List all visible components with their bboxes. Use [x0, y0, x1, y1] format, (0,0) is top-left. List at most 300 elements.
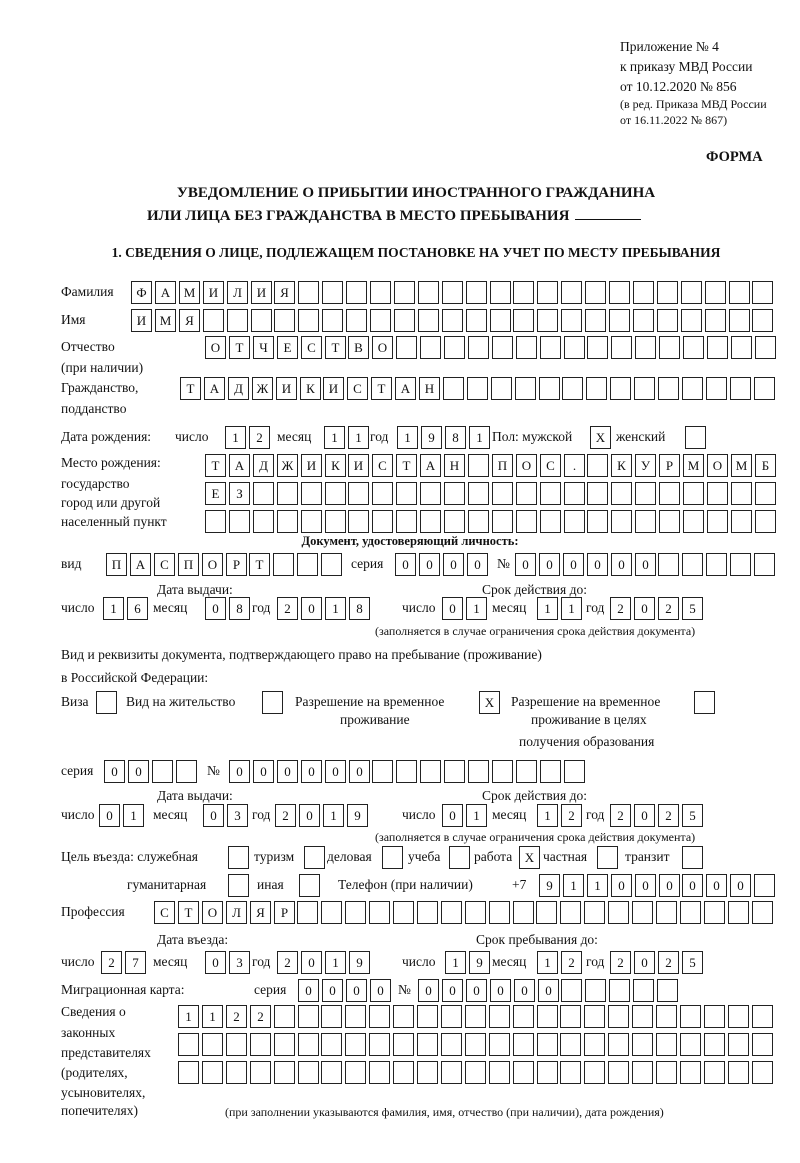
char-box-permit-issue-day[interactable]: 0	[99, 804, 120, 827]
char-box-profession[interactable]	[465, 901, 486, 924]
char-box-permit-issue-year[interactable]: 1	[323, 804, 344, 827]
char-box-entry-month[interactable]: 3	[229, 951, 250, 974]
char-box-reps-1[interactable]	[417, 1005, 438, 1028]
char-box-mig-number[interactable]: 0	[442, 979, 463, 1002]
checkbox-residence-permit[interactable]	[262, 691, 283, 714]
char-box-name[interactable]	[752, 309, 773, 332]
char-box-permit-valid-day[interactable]: 0	[442, 804, 463, 827]
char-box-reps-1[interactable]	[321, 1005, 342, 1028]
char-box-profession[interactable]	[560, 901, 581, 924]
char-box-profession[interactable]	[369, 901, 390, 924]
checkbox-sex-male[interactable]: X	[590, 426, 611, 449]
char-box-id-valid-year[interactable]: 2	[610, 597, 631, 620]
char-box-permit-number[interactable]: 0	[325, 760, 346, 783]
char-box-patronymic[interactable]	[396, 336, 417, 359]
char-box-mig-number[interactable]: 0	[418, 979, 439, 1002]
char-box-permit-issue-month[interactable]: 3	[227, 804, 248, 827]
char-box-birthplace-2[interactable]	[348, 482, 369, 505]
char-box-reps-2[interactable]	[202, 1033, 223, 1056]
char-box-reps-3[interactable]	[465, 1061, 486, 1084]
char-box-id-kind[interactable]: О	[202, 553, 223, 576]
char-box-surname[interactable]	[298, 281, 319, 304]
char-box-permit-number[interactable]: 0	[277, 760, 298, 783]
char-box-birthplace-1[interactable]: О	[516, 454, 537, 477]
char-box-birthplace-3[interactable]	[755, 510, 776, 533]
checkbox-purpose-other[interactable]	[299, 874, 320, 897]
char-box-reps-2[interactable]	[632, 1033, 653, 1056]
char-box-mig-number[interactable]: 0	[538, 979, 559, 1002]
char-box-mig-number[interactable]: 0	[466, 979, 487, 1002]
char-box-phone[interactable]	[754, 874, 775, 897]
char-box-mig-series[interactable]: 0	[322, 979, 343, 1002]
char-box-birthplace-1[interactable]: У	[635, 454, 656, 477]
char-box-id-series[interactable]: 0	[419, 553, 440, 576]
char-box-patronymic[interactable]	[659, 336, 680, 359]
char-box-permit-issue-year[interactable]: 9	[347, 804, 368, 827]
char-box-stay-day[interactable]: 9	[469, 951, 490, 974]
char-box-citizenship[interactable]	[467, 377, 488, 400]
char-box-permit-number[interactable]	[516, 760, 537, 783]
char-box-birthplace-1[interactable]: Н	[444, 454, 465, 477]
char-box-permit-issue-year[interactable]: 2	[275, 804, 296, 827]
checkbox-sex-female[interactable]	[685, 426, 706, 449]
char-box-birthplace-1[interactable]: С	[540, 454, 561, 477]
char-box-birthplace-2[interactable]: Е	[205, 482, 226, 505]
char-box-id-issue-month[interactable]: 0	[205, 597, 226, 620]
char-box-patronymic[interactable]: О	[205, 336, 226, 359]
char-box-profession[interactable]	[489, 901, 510, 924]
char-box-reps-1[interactable]	[704, 1005, 725, 1028]
char-box-permit-number[interactable]: 0	[301, 760, 322, 783]
char-box-birthplace-3[interactable]	[611, 510, 632, 533]
char-box-name[interactable]	[490, 309, 511, 332]
char-box-permit-number[interactable]: 0	[229, 760, 250, 783]
char-box-surname[interactable]: Ф	[131, 281, 152, 304]
char-box-patronymic[interactable]: В	[348, 336, 369, 359]
char-box-reps-3[interactable]	[178, 1061, 199, 1084]
char-box-birthplace-1[interactable]: И	[301, 454, 322, 477]
char-box-patronymic[interactable]	[420, 336, 441, 359]
char-box-patronymic[interactable]	[444, 336, 465, 359]
checkbox-purpose-humanitarian[interactable]	[228, 874, 249, 897]
char-box-birthplace-3[interactable]	[707, 510, 728, 533]
char-box-reps-1[interactable]	[393, 1005, 414, 1028]
char-box-reps-3[interactable]	[441, 1061, 462, 1084]
char-box-id-valid-day[interactable]: 0	[442, 597, 463, 620]
char-box-entry-year[interactable]: 2	[277, 951, 298, 974]
char-box-phone[interactable]: 0	[635, 874, 656, 897]
char-box-citizenship[interactable]	[682, 377, 703, 400]
char-box-reps-3[interactable]	[274, 1061, 295, 1084]
char-box-dob-day[interactable]: 1	[225, 426, 246, 449]
char-box-permit-series[interactable]	[176, 760, 197, 783]
char-box-mig-series[interactable]: 0	[346, 979, 367, 1002]
char-box-reps-3[interactable]	[656, 1061, 677, 1084]
char-box-profession[interactable]	[393, 901, 414, 924]
char-box-id-number[interactable]: 0	[587, 553, 608, 576]
char-box-patronymic[interactable]	[492, 336, 513, 359]
char-box-surname[interactable]	[561, 281, 582, 304]
char-box-reps-3[interactable]	[728, 1061, 749, 1084]
char-box-id-kind[interactable]	[321, 553, 342, 576]
char-box-reps-2[interactable]	[417, 1033, 438, 1056]
char-box-birthplace-3[interactable]	[516, 510, 537, 533]
char-box-entry-day[interactable]: 2	[101, 951, 122, 974]
char-box-profession[interactable]: О	[202, 901, 223, 924]
char-box-permit-number[interactable]	[396, 760, 417, 783]
char-box-surname[interactable]: Я	[274, 281, 295, 304]
char-box-citizenship[interactable]	[658, 377, 679, 400]
char-box-surname[interactable]: И	[203, 281, 224, 304]
char-box-name[interactable]	[418, 309, 439, 332]
char-box-profession[interactable]: Т	[178, 901, 199, 924]
char-box-dob-month[interactable]: 1	[348, 426, 369, 449]
char-box-birthplace-2[interactable]	[253, 482, 274, 505]
checkbox-purpose-work[interactable]: X	[519, 846, 540, 869]
char-box-permit-number[interactable]	[420, 760, 441, 783]
char-box-reps-1[interactable]	[274, 1005, 295, 1028]
char-box-profession[interactable]	[680, 901, 701, 924]
char-box-id-number[interactable]	[706, 553, 727, 576]
char-box-patronymic[interactable]	[540, 336, 561, 359]
char-box-reps-3[interactable]	[298, 1061, 319, 1084]
char-box-reps-3[interactable]	[417, 1061, 438, 1084]
char-box-permit-valid-year[interactable]: 0	[634, 804, 655, 827]
char-box-reps-1[interactable]	[632, 1005, 653, 1028]
char-box-mig-series[interactable]: 0	[370, 979, 391, 1002]
char-box-dob-year[interactable]: 8	[445, 426, 466, 449]
char-box-id-kind[interactable]	[273, 553, 294, 576]
char-box-surname[interactable]: А	[155, 281, 176, 304]
char-box-birthplace-1[interactable]: М	[731, 454, 752, 477]
checkbox-trp[interactable]: X	[479, 691, 500, 714]
char-box-dob-day[interactable]: 2	[249, 426, 270, 449]
char-box-phone[interactable]: 0	[611, 874, 632, 897]
char-box-reps-1[interactable]	[513, 1005, 534, 1028]
char-box-surname[interactable]	[346, 281, 367, 304]
char-box-citizenship[interactable]	[539, 377, 560, 400]
char-box-birthplace-2[interactable]	[372, 482, 393, 505]
char-box-surname[interactable]	[490, 281, 511, 304]
char-box-id-valid-year[interactable]: 0	[634, 597, 655, 620]
char-box-citizenship[interactable]: Ж	[252, 377, 273, 400]
char-box-birthplace-2[interactable]	[564, 482, 585, 505]
char-box-permit-issue-month[interactable]: 0	[203, 804, 224, 827]
char-box-mig-number[interactable]	[657, 979, 678, 1002]
char-box-profession[interactable]: Р	[274, 901, 295, 924]
char-box-birthplace-3[interactable]	[635, 510, 656, 533]
char-box-citizenship[interactable]: Д	[228, 377, 249, 400]
char-box-entry-year[interactable]: 9	[349, 951, 370, 974]
char-box-surname[interactable]	[585, 281, 606, 304]
char-box-reps-3[interactable]	[369, 1061, 390, 1084]
char-box-name[interactable]	[466, 309, 487, 332]
char-box-surname[interactable]	[657, 281, 678, 304]
char-box-reps-1[interactable]	[680, 1005, 701, 1028]
checkbox-purpose-private[interactable]	[597, 846, 618, 869]
char-box-reps-1[interactable]	[752, 1005, 773, 1028]
char-box-name[interactable]	[227, 309, 248, 332]
char-box-reps-1[interactable]: 1	[202, 1005, 223, 1028]
char-box-citizenship[interactable]	[562, 377, 583, 400]
char-box-citizenship[interactable]	[515, 377, 536, 400]
char-box-reps-1[interactable]: 2	[250, 1005, 271, 1028]
char-box-id-issue-month[interactable]: 8	[229, 597, 250, 620]
char-box-profession[interactable]	[752, 901, 773, 924]
char-box-id-number[interactable]	[754, 553, 775, 576]
char-box-birthplace-2[interactable]	[301, 482, 322, 505]
char-box-profession[interactable]	[632, 901, 653, 924]
char-box-citizenship[interactable]	[706, 377, 727, 400]
char-box-citizenship[interactable]: Н	[419, 377, 440, 400]
char-box-reps-2[interactable]	[608, 1033, 629, 1056]
char-box-birthplace-1[interactable]: О	[707, 454, 728, 477]
char-box-reps-1[interactable]	[560, 1005, 581, 1028]
char-box-citizenship[interactable]	[443, 377, 464, 400]
char-box-id-issue-year[interactable]: 1	[325, 597, 346, 620]
char-box-mig-number[interactable]: 0	[514, 979, 535, 1002]
char-box-mig-number[interactable]	[561, 979, 582, 1002]
char-box-surname[interactable]	[466, 281, 487, 304]
char-box-id-issue-day[interactable]: 1	[103, 597, 124, 620]
char-box-id-valid-month[interactable]: 1	[561, 597, 582, 620]
char-box-name[interactable]	[705, 309, 726, 332]
char-box-patronymic[interactable]: С	[301, 336, 322, 359]
char-box-reps-2[interactable]	[178, 1033, 199, 1056]
char-box-mig-series[interactable]: 0	[298, 979, 319, 1002]
char-box-id-kind[interactable]: П	[178, 553, 199, 576]
char-box-birthplace-2[interactable]	[731, 482, 752, 505]
char-box-id-kind[interactable]	[297, 553, 318, 576]
char-box-citizenship[interactable]: С	[347, 377, 368, 400]
char-box-birthplace-2[interactable]	[587, 482, 608, 505]
char-box-birthplace-3[interactable]	[564, 510, 585, 533]
char-box-reps-3[interactable]	[608, 1061, 629, 1084]
char-box-surname[interactable]	[609, 281, 630, 304]
char-box-id-number[interactable]: 0	[563, 553, 584, 576]
char-box-surname[interactable]	[633, 281, 654, 304]
char-box-dob-year[interactable]: 1	[397, 426, 418, 449]
checkbox-visa[interactable]	[96, 691, 117, 714]
char-box-id-valid-year[interactable]: 5	[682, 597, 703, 620]
char-box-id-valid-month[interactable]: 1	[537, 597, 558, 620]
char-box-reps-1[interactable]	[584, 1005, 605, 1028]
char-box-stay-year[interactable]: 2	[610, 951, 631, 974]
char-box-citizenship[interactable]: Т	[180, 377, 201, 400]
char-box-reps-2[interactable]	[226, 1033, 247, 1056]
char-box-birthplace-2[interactable]	[707, 482, 728, 505]
char-box-birthplace-2[interactable]	[611, 482, 632, 505]
char-box-birthplace-1[interactable]: И	[348, 454, 369, 477]
char-box-id-valid-day[interactable]: 1	[466, 597, 487, 620]
char-box-citizenship[interactable]: А	[204, 377, 225, 400]
char-box-patronymic[interactable]	[635, 336, 656, 359]
char-box-reps-1[interactable]	[656, 1005, 677, 1028]
char-box-surname[interactable]	[729, 281, 750, 304]
char-box-phone[interactable]: 1	[563, 874, 584, 897]
char-box-birthplace-1[interactable]: Д	[253, 454, 274, 477]
char-box-phone[interactable]: 0	[682, 874, 703, 897]
char-box-birthplace-3[interactable]	[587, 510, 608, 533]
char-box-name[interactable]	[561, 309, 582, 332]
char-box-name[interactable]	[346, 309, 367, 332]
char-box-birthplace-3[interactable]	[277, 510, 298, 533]
char-box-birthplace-1[interactable]: Т	[396, 454, 417, 477]
char-box-permit-issue-day[interactable]: 1	[123, 804, 144, 827]
checkbox-purpose-tourism[interactable]	[304, 846, 325, 869]
char-box-birthplace-2[interactable]	[492, 482, 513, 505]
char-box-birthplace-1[interactable]	[468, 454, 489, 477]
char-box-profession[interactable]	[321, 901, 342, 924]
char-box-patronymic[interactable]	[564, 336, 585, 359]
char-box-birthplace-2[interactable]	[325, 482, 346, 505]
char-box-reps-3[interactable]	[345, 1061, 366, 1084]
char-box-birthplace-3[interactable]	[301, 510, 322, 533]
char-box-reps-2[interactable]	[441, 1033, 462, 1056]
char-box-patronymic[interactable]	[587, 336, 608, 359]
char-box-surname[interactable]: М	[179, 281, 200, 304]
char-box-birthplace-3[interactable]	[372, 510, 393, 533]
char-box-reps-3[interactable]	[560, 1061, 581, 1084]
char-box-name[interactable]	[274, 309, 295, 332]
char-box-stay-year[interactable]: 5	[682, 951, 703, 974]
char-box-birthplace-3[interactable]	[444, 510, 465, 533]
char-box-profession[interactable]	[656, 901, 677, 924]
char-box-reps-2[interactable]	[728, 1033, 749, 1056]
char-box-birthplace-1[interactable]: А	[420, 454, 441, 477]
char-box-surname[interactable]	[681, 281, 702, 304]
char-box-name[interactable]	[729, 309, 750, 332]
char-box-phone[interactable]: 0	[659, 874, 680, 897]
char-box-birthplace-2[interactable]	[635, 482, 656, 505]
char-box-profession[interactable]	[513, 901, 534, 924]
char-box-phone[interactable]: 0	[730, 874, 751, 897]
char-box-reps-3[interactable]	[489, 1061, 510, 1084]
char-box-name[interactable]	[370, 309, 391, 332]
char-box-permit-valid-year[interactable]: 5	[682, 804, 703, 827]
char-box-patronymic[interactable]	[683, 336, 704, 359]
char-box-reps-1[interactable]	[608, 1005, 629, 1028]
char-box-birthplace-2[interactable]	[277, 482, 298, 505]
char-box-birthplace-3[interactable]	[348, 510, 369, 533]
char-box-reps-3[interactable]	[321, 1061, 342, 1084]
char-box-citizenship[interactable]: Т	[371, 377, 392, 400]
char-box-id-series[interactable]: 0	[443, 553, 464, 576]
char-box-surname[interactable]: И	[251, 281, 272, 304]
char-box-reps-2[interactable]	[704, 1033, 725, 1056]
checkbox-purpose-business[interactable]	[382, 846, 403, 869]
char-box-birthplace-3[interactable]	[396, 510, 417, 533]
char-box-reps-3[interactable]	[537, 1061, 558, 1084]
char-box-surname[interactable]: Л	[227, 281, 248, 304]
char-box-profession[interactable]	[536, 901, 557, 924]
char-box-permit-valid-month[interactable]: 2	[561, 804, 582, 827]
char-box-reps-3[interactable]	[226, 1061, 247, 1084]
char-box-name[interactable]: М	[155, 309, 176, 332]
char-box-permit-valid-year[interactable]: 2	[658, 804, 679, 827]
char-box-birthplace-3[interactable]	[205, 510, 226, 533]
char-box-birthplace-3[interactable]	[659, 510, 680, 533]
char-box-name[interactable]	[442, 309, 463, 332]
char-box-reps-2[interactable]	[345, 1033, 366, 1056]
char-box-birthplace-2[interactable]	[683, 482, 704, 505]
char-box-permit-series[interactable]: 0	[128, 760, 149, 783]
char-box-birthplace-1[interactable]: К	[325, 454, 346, 477]
char-box-id-kind[interactable]: А	[130, 553, 151, 576]
char-box-patronymic[interactable]	[731, 336, 752, 359]
char-box-permit-number[interactable]: 0	[253, 760, 274, 783]
char-box-birthplace-1[interactable]: К	[611, 454, 632, 477]
char-box-phone[interactable]: 1	[587, 874, 608, 897]
char-box-id-issue-day[interactable]: 6	[127, 597, 148, 620]
char-box-mig-number[interactable]	[609, 979, 630, 1002]
char-box-birthplace-2[interactable]	[468, 482, 489, 505]
char-box-reps-2[interactable]	[298, 1033, 319, 1056]
char-box-stay-day[interactable]: 1	[445, 951, 466, 974]
char-box-profession[interactable]	[584, 901, 605, 924]
char-box-birthplace-1[interactable]: .	[564, 454, 585, 477]
char-box-reps-1[interactable]	[537, 1005, 558, 1028]
char-box-reps-2[interactable]	[393, 1033, 414, 1056]
char-box-citizenship[interactable]	[730, 377, 751, 400]
char-box-reps-3[interactable]	[752, 1061, 773, 1084]
char-box-reps-1[interactable]	[465, 1005, 486, 1028]
char-box-id-number[interactable]	[682, 553, 703, 576]
char-box-reps-2[interactable]	[656, 1033, 677, 1056]
char-box-reps-2[interactable]	[680, 1033, 701, 1056]
char-box-permit-series[interactable]	[152, 760, 173, 783]
char-box-birthplace-2[interactable]	[659, 482, 680, 505]
char-box-profession[interactable]	[417, 901, 438, 924]
char-box-birthplace-3[interactable]	[325, 510, 346, 533]
char-box-name[interactable]	[537, 309, 558, 332]
char-box-reps-2[interactable]	[250, 1033, 271, 1056]
char-box-citizenship[interactable]: К	[300, 377, 321, 400]
char-box-profession[interactable]	[441, 901, 462, 924]
char-box-birthplace-1[interactable]: М	[683, 454, 704, 477]
char-box-permit-valid-day[interactable]: 1	[466, 804, 487, 827]
char-box-entry-month[interactable]: 0	[205, 951, 226, 974]
char-box-dob-month[interactable]: 1	[324, 426, 345, 449]
char-box-id-number[interactable]: 0	[635, 553, 656, 576]
char-box-patronymic[interactable]	[707, 336, 728, 359]
char-box-citizenship[interactable]: И	[276, 377, 297, 400]
char-box-id-series[interactable]: 0	[395, 553, 416, 576]
char-box-surname[interactable]	[442, 281, 463, 304]
char-box-reps-3[interactable]	[680, 1061, 701, 1084]
char-box-reps-2[interactable]	[274, 1033, 295, 1056]
char-box-surname[interactable]	[537, 281, 558, 304]
char-box-permit-valid-month[interactable]: 1	[537, 804, 558, 827]
char-box-birthplace-3[interactable]	[420, 510, 441, 533]
char-box-name[interactable]	[322, 309, 343, 332]
char-box-patronymic[interactable]: Е	[277, 336, 298, 359]
char-box-patronymic[interactable]	[611, 336, 632, 359]
char-box-phone[interactable]: 0	[706, 874, 727, 897]
char-box-birthplace-1[interactable]: П	[492, 454, 513, 477]
char-box-patronymic[interactable]: Ч	[253, 336, 274, 359]
char-box-id-kind[interactable]: Т	[249, 553, 270, 576]
char-box-citizenship[interactable]: И	[323, 377, 344, 400]
char-box-birthplace-1[interactable]: А	[229, 454, 250, 477]
char-box-surname[interactable]	[394, 281, 415, 304]
char-box-patronymic[interactable]	[755, 336, 776, 359]
char-box-name[interactable]	[657, 309, 678, 332]
char-box-name[interactable]	[298, 309, 319, 332]
char-box-citizenship[interactable]	[754, 377, 775, 400]
char-box-dob-year[interactable]: 1	[469, 426, 490, 449]
char-box-birthplace-2[interactable]	[540, 482, 561, 505]
